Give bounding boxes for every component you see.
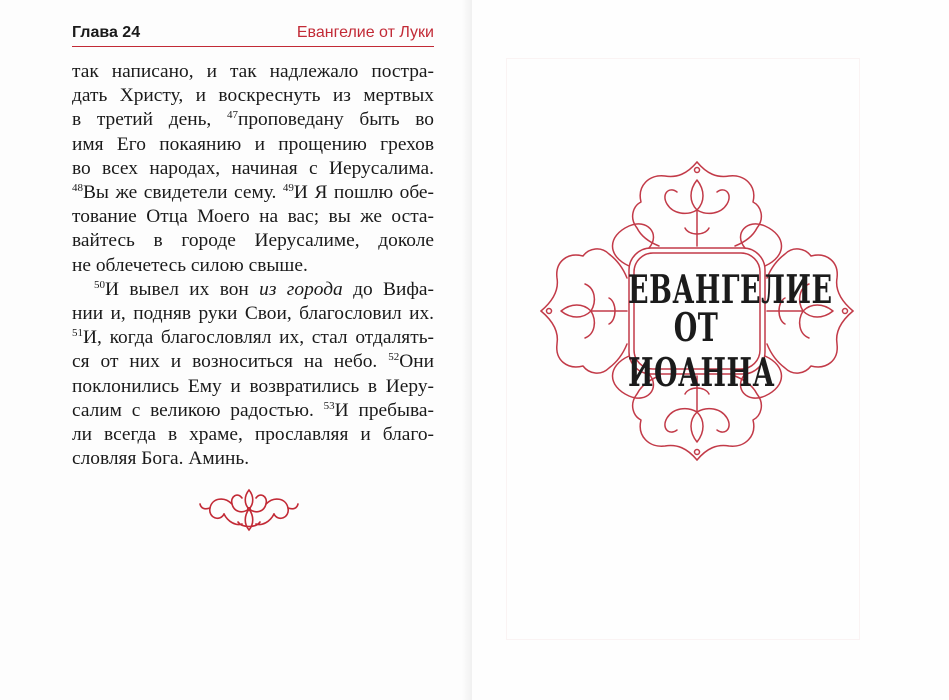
- text-line: ся от них и возноситься на небо. $^{52}$Они: [72, 351, 434, 373]
- text-line: в третий день, $^{47}$проповедану быть во: [72, 109, 434, 131]
- verse-number: 47: [226, 109, 238, 122]
- text-line: имя Его покаянию и прощению грехов: [72, 133, 434, 155]
- scripture-text: [72, 60, 434, 471]
- text-line: не облечетесь силою свыше.: [72, 254, 308, 276]
- text-line: дать Христу, и воскреснуть из мертвых: [72, 85, 434, 107]
- left-page: [0, 0, 472, 700]
- text-line: поклонились Ему и возвратились в Иеру-: [72, 375, 434, 397]
- ornament-tailpiece-icon: [198, 482, 300, 536]
- text-line: нии и, подняв руки Свои, благословил их.: [72, 303, 434, 325]
- text-line: вайтесь в городе Иерусалиме, доколе: [72, 230, 434, 252]
- chapter-label: Глава 24: [72, 24, 141, 41]
- text-line: во всех народах, начиная с Иерусалима.: [72, 157, 434, 179]
- verse-number: 48: [72, 182, 83, 195]
- book-label: Евангелие от Луки: [296, 24, 434, 41]
- text-line: $^{48}$Вы же свидетели сему. $^{49}$И Я пошлю обе-: [72, 182, 434, 204]
- verse-number: 52: [388, 351, 400, 364]
- verse-number: 49: [282, 182, 294, 195]
- verse-number: 53: [323, 399, 335, 412]
- text-line: словляя Бога. Аминь.: [72, 448, 250, 470]
- running-head: [72, 24, 434, 47]
- title-line-2: ОТ ИОАННА: [628, 306, 776, 396]
- text-line: $^{50}$И вывел их вон из города до Вифа-: [94, 278, 434, 300]
- verse-number: 51: [72, 327, 83, 340]
- verse-number: 50: [94, 278, 105, 291]
- text-line: тование Отца Моего на вас; вы же оста-: [72, 206, 434, 228]
- text-line: салим с великою радостью. $^{53}$И пребыва-: [72, 399, 434, 421]
- title-line-1: ЕВАНГЕЛИЕ: [628, 268, 833, 313]
- text-line: $^{51}$И, когда благословлял их, стал отдалять-: [72, 327, 434, 349]
- text-line: ли всегда в храме, прославляя и благо-: [72, 424, 434, 446]
- text-line: так написано, и так надлежало постра-: [72, 61, 434, 82]
- italic-phrase: из города: [259, 278, 343, 300]
